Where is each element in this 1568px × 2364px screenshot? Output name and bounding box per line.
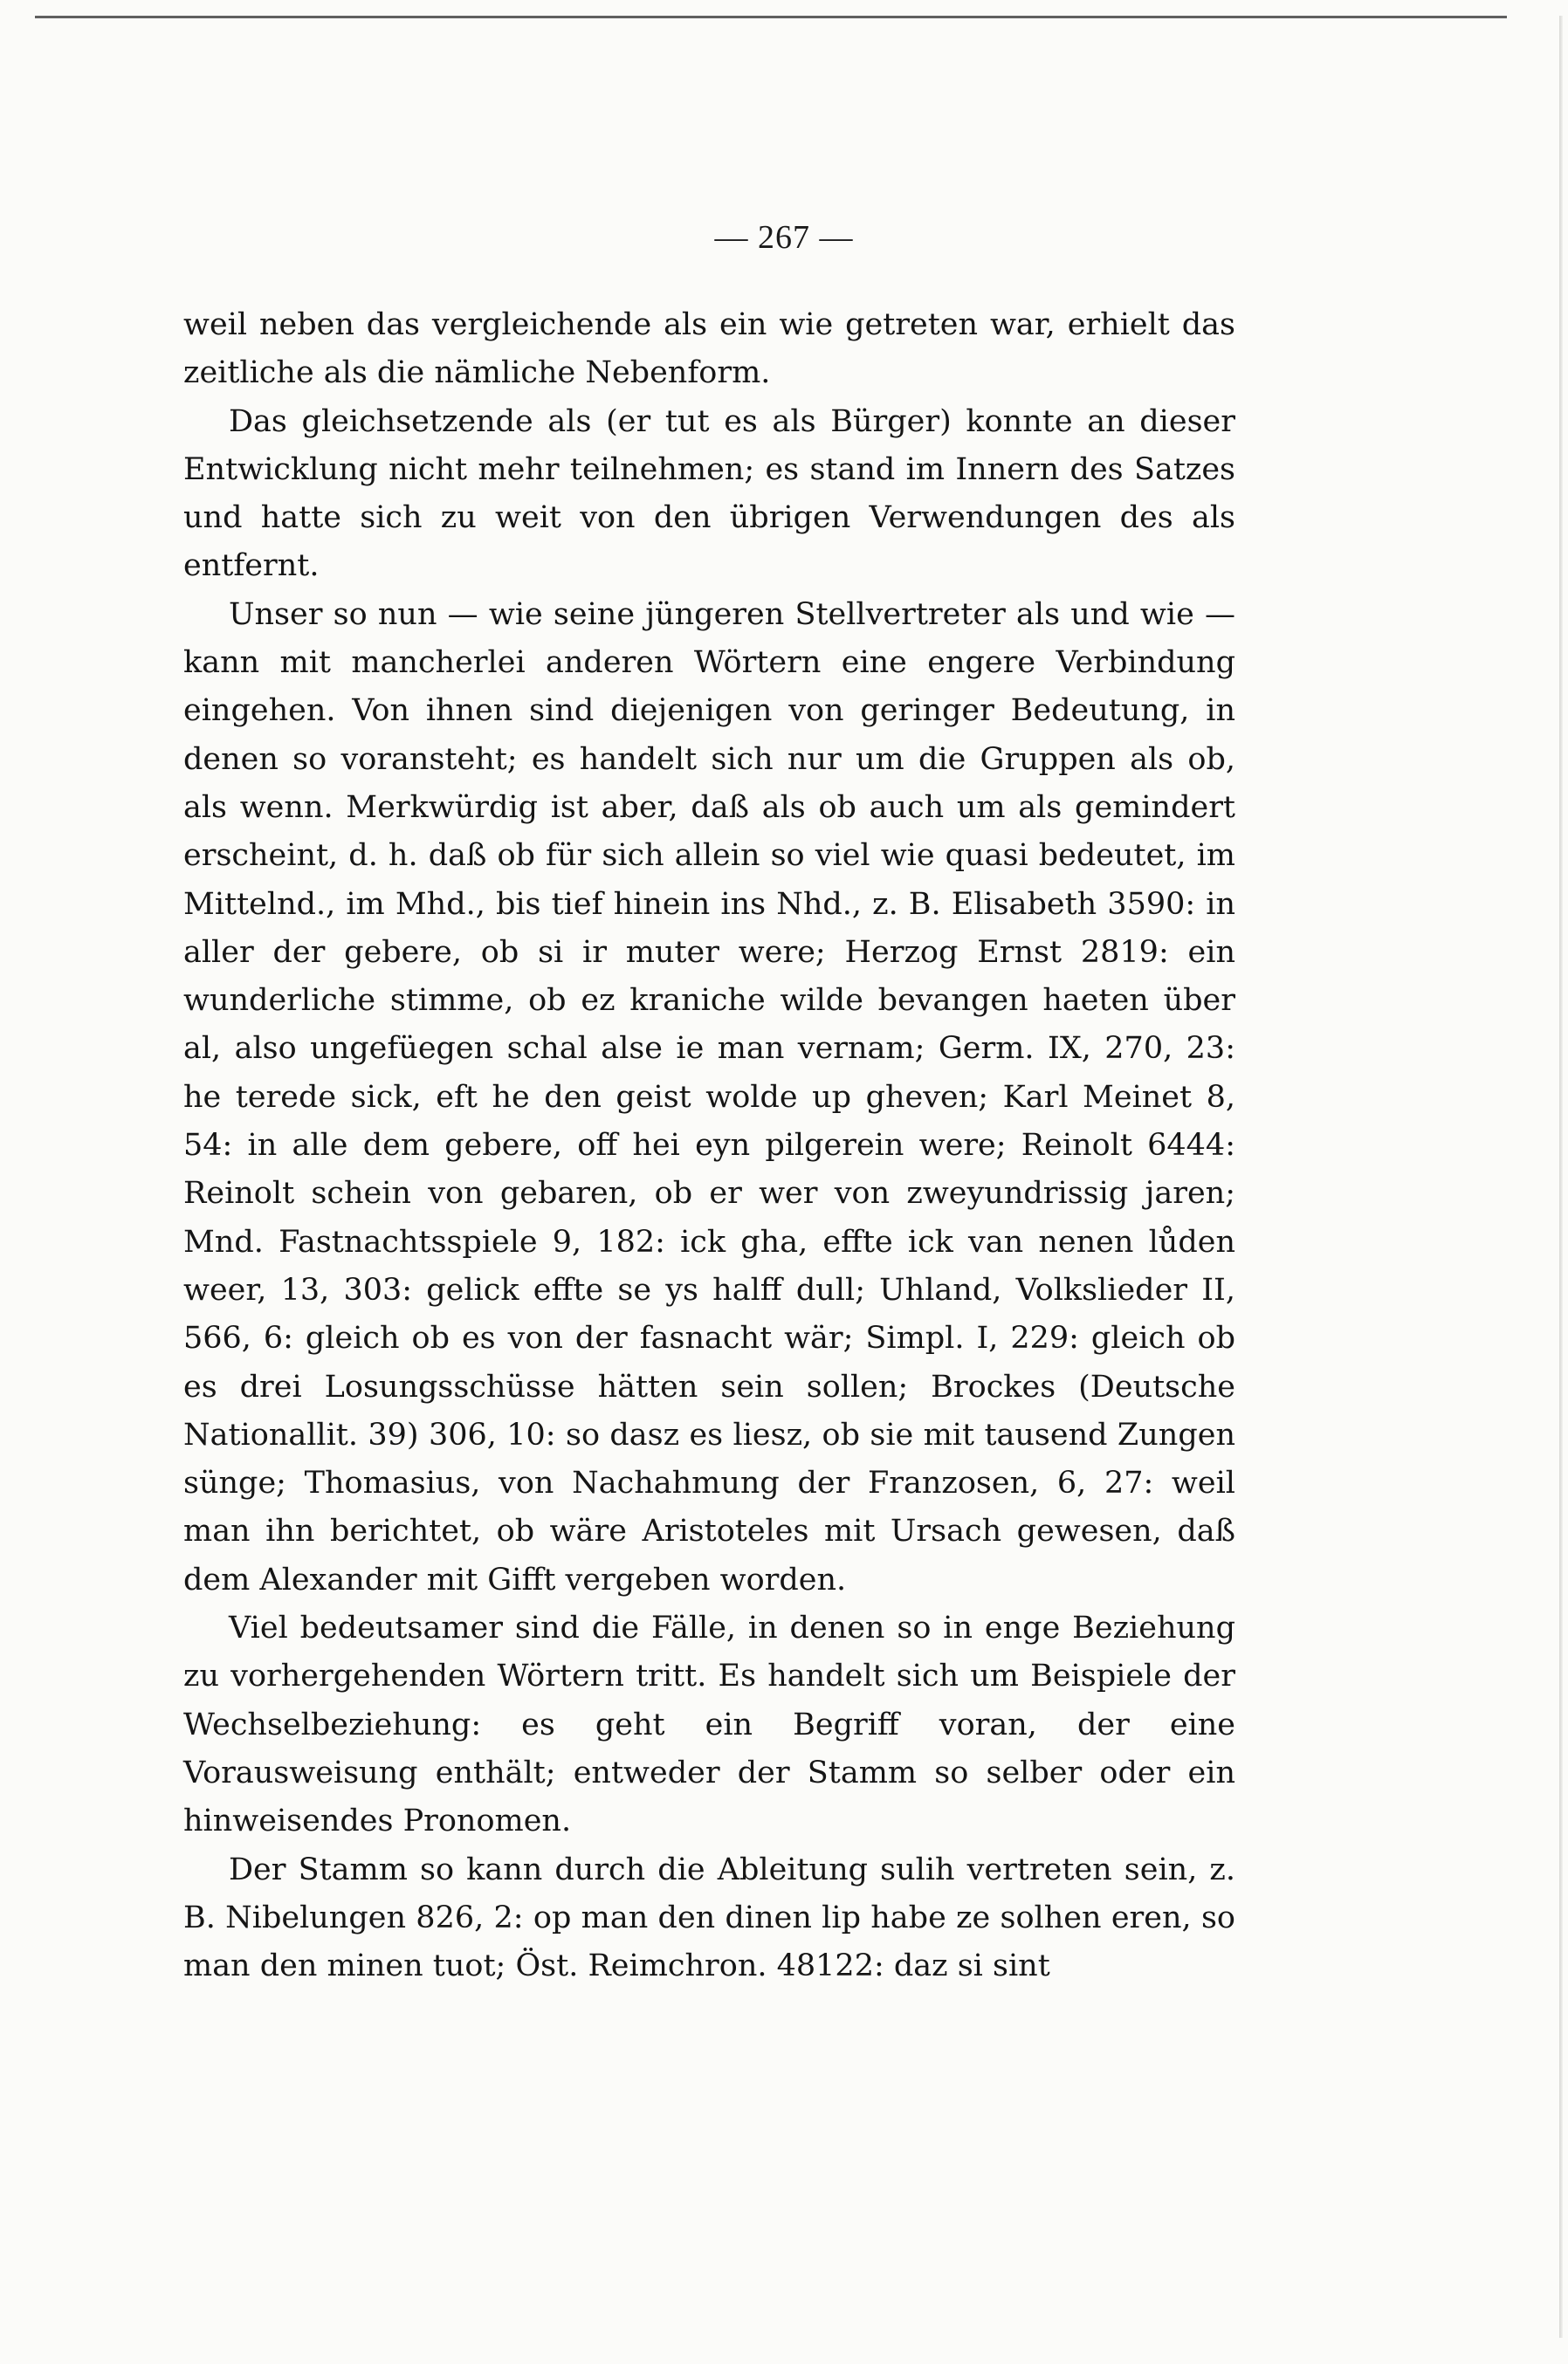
body-text [183,301,1235,1990]
paragraph-2: Das gleichsetzende als (er tut es als Bürger) konnte an dieser Entwicklung nicht mehr teilnehmen; es stand im Innern des Satzes und hatte sich zu weit von den übrigen Verwendungen des als entfernt. [183,403,1235,584]
page-number: — 267 — [714,219,854,256]
paragraph-5: Der Stamm so kann durch die Ableitung sulih vertreten sein, z. B. Nibelungen 826, 2: op man den dinen lip habe ze solhen eren, so man den minen tuot; Öst. Reimchron. 48122: daz si sint [183,1852,1235,1984]
paragraph-4: Viel bedeutsamer sind die Fälle, in denen so in enge Beziehung zu vorhergehenden Wörtern tritt. Es handelt sich um Beispiele der Wechselbeziehung: es geht ein Begriff voran, der eine Vorausweisung enthält; entweder der Stamm so selber oder ein hinweisendes Pronomen. [183,1611,1235,1839]
page-edge-shadow [1559,16,1563,2338]
paragraph-3: Unser so nun — wie seine jüngeren Stellvertreter als und wie — kann mit mancherlei anderen Wörtern eine engere Verbindung eingehen. Von ihnen sind diejenigen von geringer Bedeutung, in denen so voransteht; es handelt sich nur um die Gruppen als ob, als wenn. Merkwürdig ist aber, daß als ob auch um als gemindert erscheint, d. h. daß ob für sich allein so viel wie quasi bedeutet, im Mittelnd., im Mhd., bis tief hinein ins Nhd., z. B. Elisabeth 3590: in aller der gebere, ob si ir muter were; Herzog Ernst 2819: ein wunderliche stimme, ob ez kraniche wilde bevangen haeten über al, also ungefüegen schal alse ie man vernam; Germ. IX, 270, 23: he terede sick, eft he den geist wolde up gheven; Karl Meinet 8, 54: in alle dem gebere, off hei eyn pilgerein were; Reinolt 6444: Reinolt schein von gebaren, ob er wer von zweyundrissig jaren; Mnd. Fastnachtsspiele 9, 182: ick gha, effte ick van nenen lůden weer, 13, 303: gelick effte se ys halff dull; Uhland, Volkslieder II, 566, 6: gleich ob es von der fasnacht wär; Simpl. I, 229: gleich ob es drei Losungsschüsse hätten sein sollen; Brockes (Deutsche Nationallit. 39) 306, 10: so dasz es liesz, ob sie mit tausend Zungen sünge; Thomasius, von Nachahmung der Franzosen, 6, 27: weil man ihn berichtet, ob wäre Aristoteles mit Ursach gewesen, daß dem Alexander mit Gifft vergeben worden. [183,596,1235,1598]
paragraph-1: weil neben das vergleichende als ein wie getreten war, erhielt das zeitliche als die nämliche Nebenform. [183,307,1235,391]
top-edge-rule [35,16,1507,18]
